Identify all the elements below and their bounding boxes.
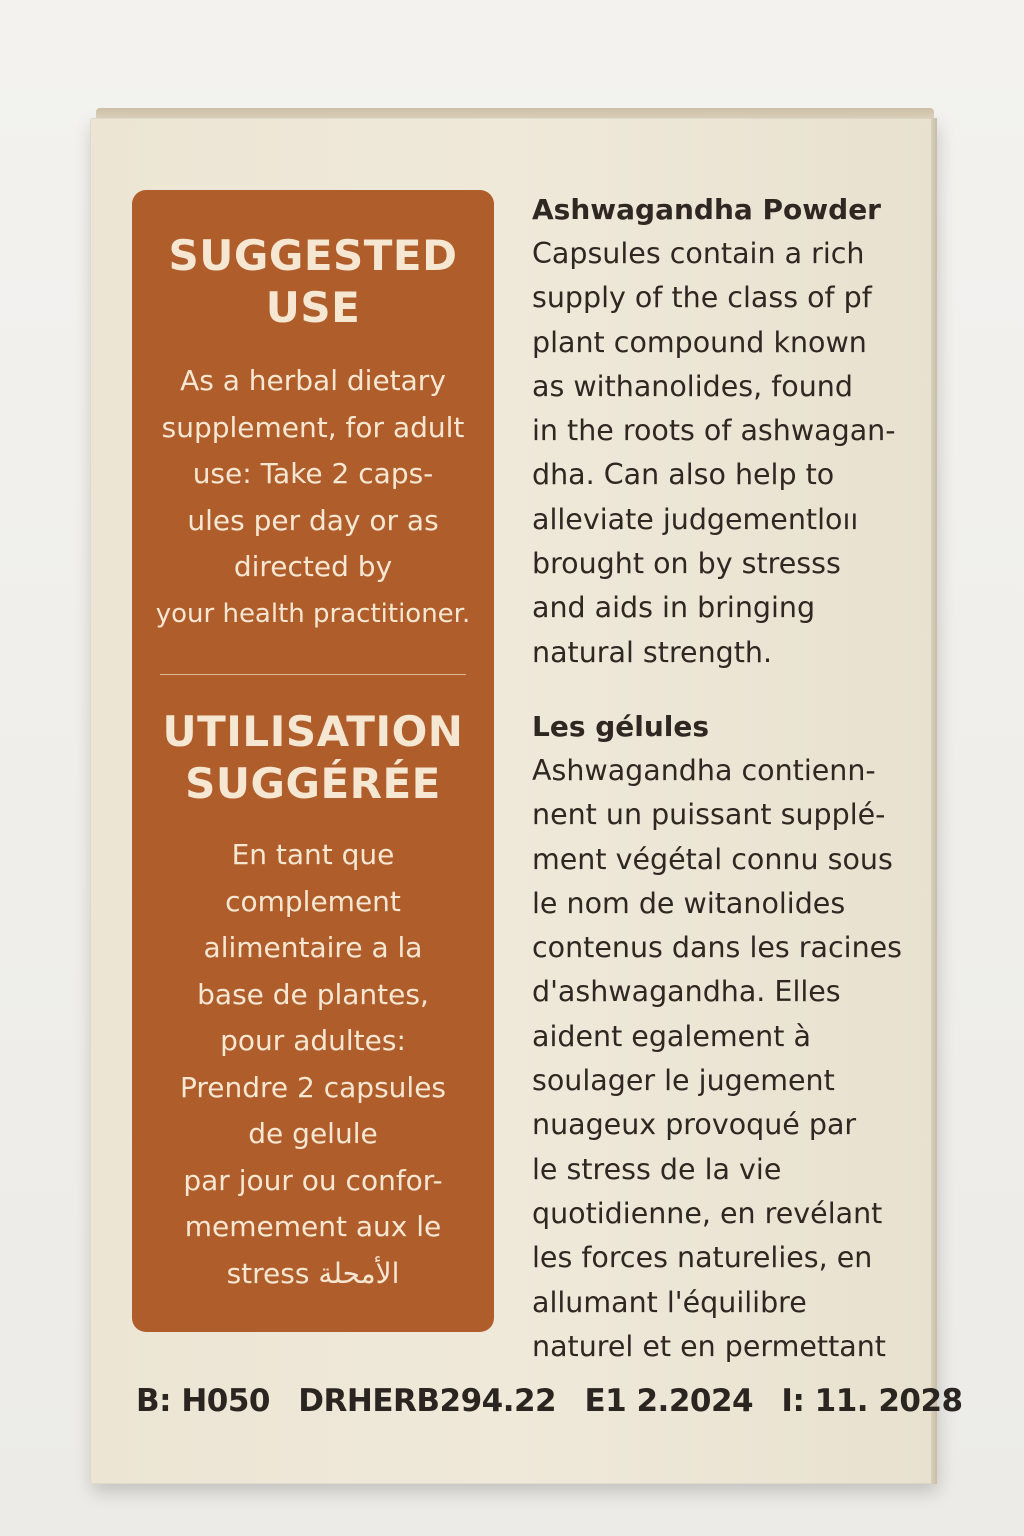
desc-line: aident egalement à <box>532 1019 811 1053</box>
usage-line: your health practitioner. <box>155 598 471 629</box>
desc-line: natural strength. <box>532 635 773 669</box>
desc-line: nuageux provoqué par <box>532 1108 857 1142</box>
usage-text-en <box>152 358 474 637</box>
lot-code-line <box>136 1378 963 1424</box>
usage-line: base de plantes, <box>197 977 429 1011</box>
usage-line: memement aux le <box>184 1210 442 1243</box>
usage-line: ules per day or as <box>187 503 439 537</box>
desc-line: and aids in bringing <box>532 591 816 625</box>
issue-date: I: 11. 2028 <box>781 1383 963 1419</box>
desc-line: brought on by stresss <box>532 547 841 581</box>
desc-line: Ashwagandha contienn- <box>532 753 876 787</box>
usage-line: As a herbal dietary <box>180 364 446 397</box>
desc-line: contenus dans les racines <box>532 931 903 965</box>
desc-line: plant compound known <box>532 325 867 359</box>
expiry-date: E1 2.2024 <box>584 1383 754 1419</box>
usage-text-fr <box>152 832 474 1297</box>
box-side-edge <box>931 118 937 1484</box>
desc-line: quotidienne, en revélant <box>532 1196 883 1230</box>
desc-line: dha. Can also help to <box>532 458 835 492</box>
desc-line: d'ashwagandha. Elles <box>532 975 841 1009</box>
desc-line: in the roots of ashwagan- <box>532 414 896 448</box>
product-code: DRHERB294.22 <box>298 1383 557 1419</box>
desc-line: les forces naturelies, en <box>532 1241 873 1275</box>
heading-utilisation: UTILISATION <box>162 707 464 756</box>
usage-line: En tant que <box>231 838 395 871</box>
description-column <box>532 188 914 1369</box>
usage-line: pour adultes: <box>220 1024 406 1057</box>
usage-line: complement <box>225 884 401 918</box>
desc-line: alleviate judgementloıı <box>532 502 859 536</box>
usage-line: supplement, for adult <box>161 410 465 444</box>
desc-line: naturel et en permettant <box>532 1329 886 1363</box>
usage-line: stress الأمحلة <box>226 1256 400 1290</box>
desc-line: supply of the class of pf <box>532 281 872 315</box>
usage-line: Prendre 2 capsules <box>179 1070 447 1104</box>
usage-line: directed by <box>233 550 393 583</box>
product-title-fr: Les gélules <box>532 709 710 743</box>
desc-line: nent un puissant supplé- <box>532 798 886 832</box>
desc-line: ment végétal connu sous <box>532 842 893 876</box>
batch-code: B: H050 <box>136 1383 270 1419</box>
usage-line: use: Take 2 caps- <box>192 457 434 490</box>
product-title-en: Ashwagandha Powder <box>532 193 881 226</box>
usage-line: de gelule <box>248 1117 378 1150</box>
usage-line: alimentaire a la <box>203 931 423 964</box>
panel-divider <box>160 674 466 675</box>
desc-line: soulager le jugement <box>532 1064 835 1098</box>
desc-line: allumant l'équilibre <box>532 1285 807 1319</box>
suggested-use-panel <box>132 190 494 1332</box>
desc-line: as withanolides, found <box>532 369 853 403</box>
desc-line: le stress de la vie <box>532 1152 782 1186</box>
heading-suggeree: SUGGÉRÉE <box>185 759 441 808</box>
desc-line: Capsules contain a rich <box>532 237 865 270</box>
usage-line: par jour ou confor- <box>183 1163 443 1197</box>
desc-line: le nom de witanolides <box>532 886 846 920</box>
heading-suggested: SUGGESTED <box>168 231 458 280</box>
heading-use: USE <box>265 283 361 332</box>
